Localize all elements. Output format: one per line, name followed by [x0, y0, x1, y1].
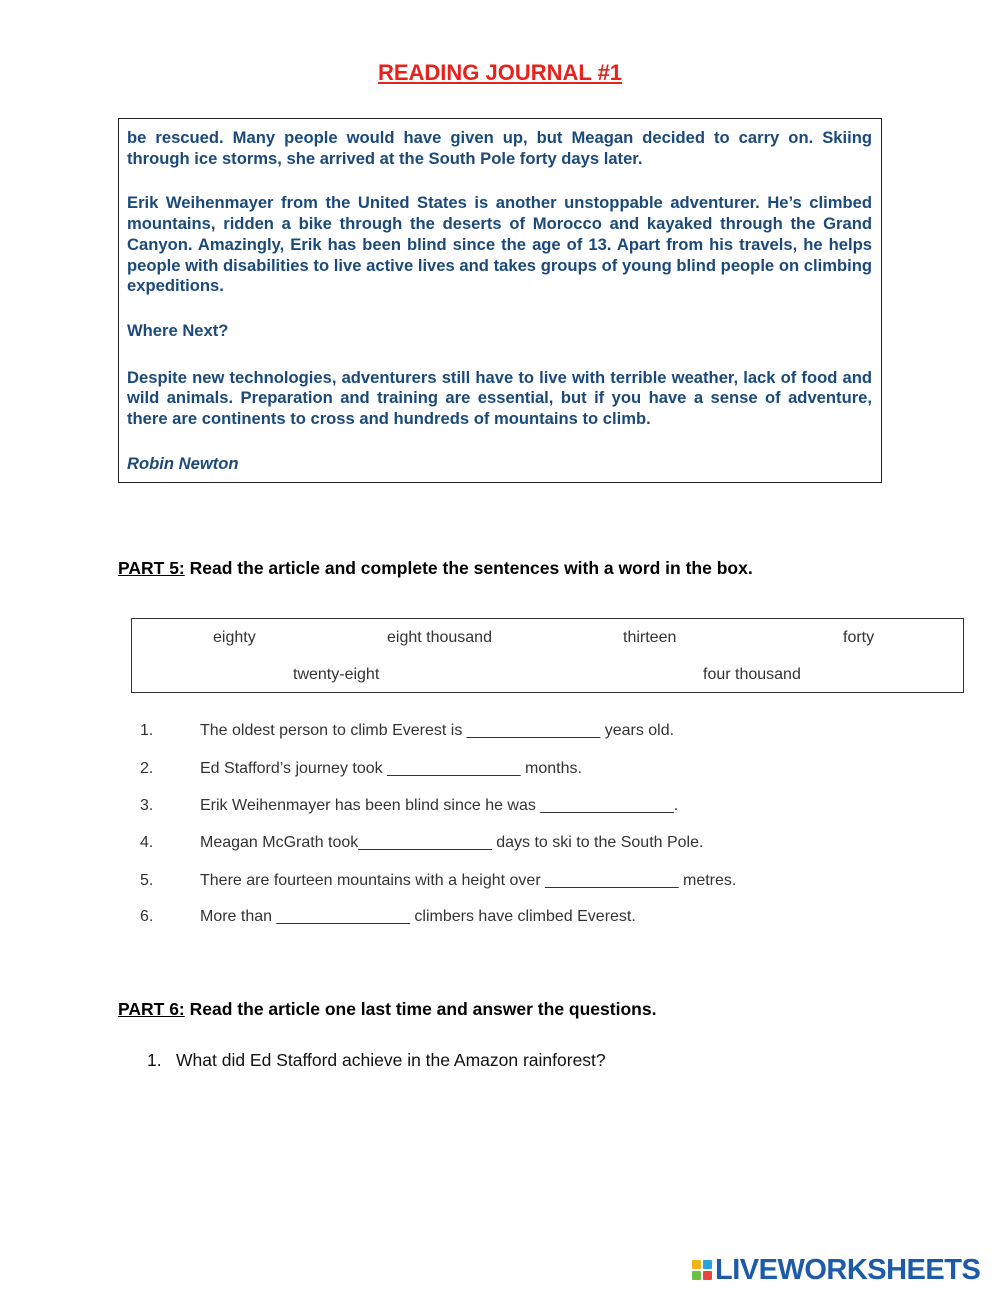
word-option: forty — [843, 629, 875, 646]
logo-mark-icon — [692, 1260, 712, 1280]
part5-instruction — [118, 558, 753, 579]
logo-square — [692, 1260, 701, 1269]
sentence-number: 4. — [140, 834, 154, 851]
word-option: twenty-eight — [293, 666, 380, 683]
logo-square — [692, 1271, 701, 1280]
article-paragraph: be rescued. Many people would have given up, but Meagan decided to carry on. Skiing through ice storms, she arrived at the South Pole forty days later. — [127, 128, 872, 168]
sentence-number: 3. — [140, 797, 154, 814]
part6-text: Read the article one last time and answer the questions. — [189, 999, 657, 1019]
article-paragraph: Despite new technologies, adventurers still have to live with terrible weather, lack of food and wild animals. Preparation and training are essential, but if you have a sense of adventure, there are continents to cross and hundreds of mountains to climb. — [127, 367, 872, 429]
part5-text: Read the article and complete the sentences with a word in the box. — [189, 558, 753, 578]
logo-square — [703, 1260, 712, 1269]
article-box — [118, 118, 882, 483]
word-option: eighty — [213, 629, 256, 646]
word-option: thirteen — [623, 629, 677, 646]
sentence-text[interactable]: Meagan McGrath took_______________ days to ski to the South Pole. — [200, 834, 704, 851]
logo-square — [703, 1271, 712, 1280]
article-author: Robin Newton — [127, 453, 239, 473]
sentence-text[interactable]: There are fourteen mountains with a height over _______________ metres. — [200, 872, 737, 889]
sentence-text[interactable]: More than _______________ climbers have climbed Everest. — [200, 908, 636, 925]
sentence-text[interactable]: Ed Stafford’s journey took _______________ months. — [200, 760, 582, 777]
question-number: 1. — [147, 1050, 162, 1070]
page-title: READING JOURNAL #1 — [377, 60, 623, 85]
word-box — [131, 618, 964, 693]
logo-text: LIVEWORKSHEETS — [715, 1253, 981, 1286]
sentence-text[interactable]: The oldest person to climb Everest is _______________ years old. — [200, 722, 675, 739]
article-heading: Where Next? — [127, 320, 229, 340]
sentence-number: 2. — [140, 760, 154, 777]
question-text: What did Ed Stafford achieve in the Amazon rainforest? — [176, 1050, 606, 1070]
sentence-number: 1. — [140, 722, 154, 739]
article-paragraph: Erik Weihenmayer from the United States is another unstoppable adventurer. He’s climbed mountains, ridden a bike through the deserts of Morocco and kayaked through the Grand Canyon. Amazingly, Erik has been blind since the age of 13. Apart from his travels, he helps people with disabilities to live active lives and takes groups of young blind people on climbing expeditions. — [127, 193, 872, 296]
liveworksheets-logo — [692, 1253, 981, 1286]
question-item — [147, 1050, 606, 1071]
sentence-number: 6. — [140, 908, 154, 925]
word-option: four thousand — [703, 666, 801, 683]
sentence-number: 5. — [140, 872, 154, 889]
part6-instruction — [118, 999, 656, 1020]
part6-label: PART 6: — [118, 999, 185, 1019]
word-option: eight thousand — [387, 629, 492, 646]
sentence-text[interactable]: Erik Weihenmayer has been blind since he was _______________. — [200, 797, 679, 814]
part5-label: PART 5: — [118, 558, 185, 578]
